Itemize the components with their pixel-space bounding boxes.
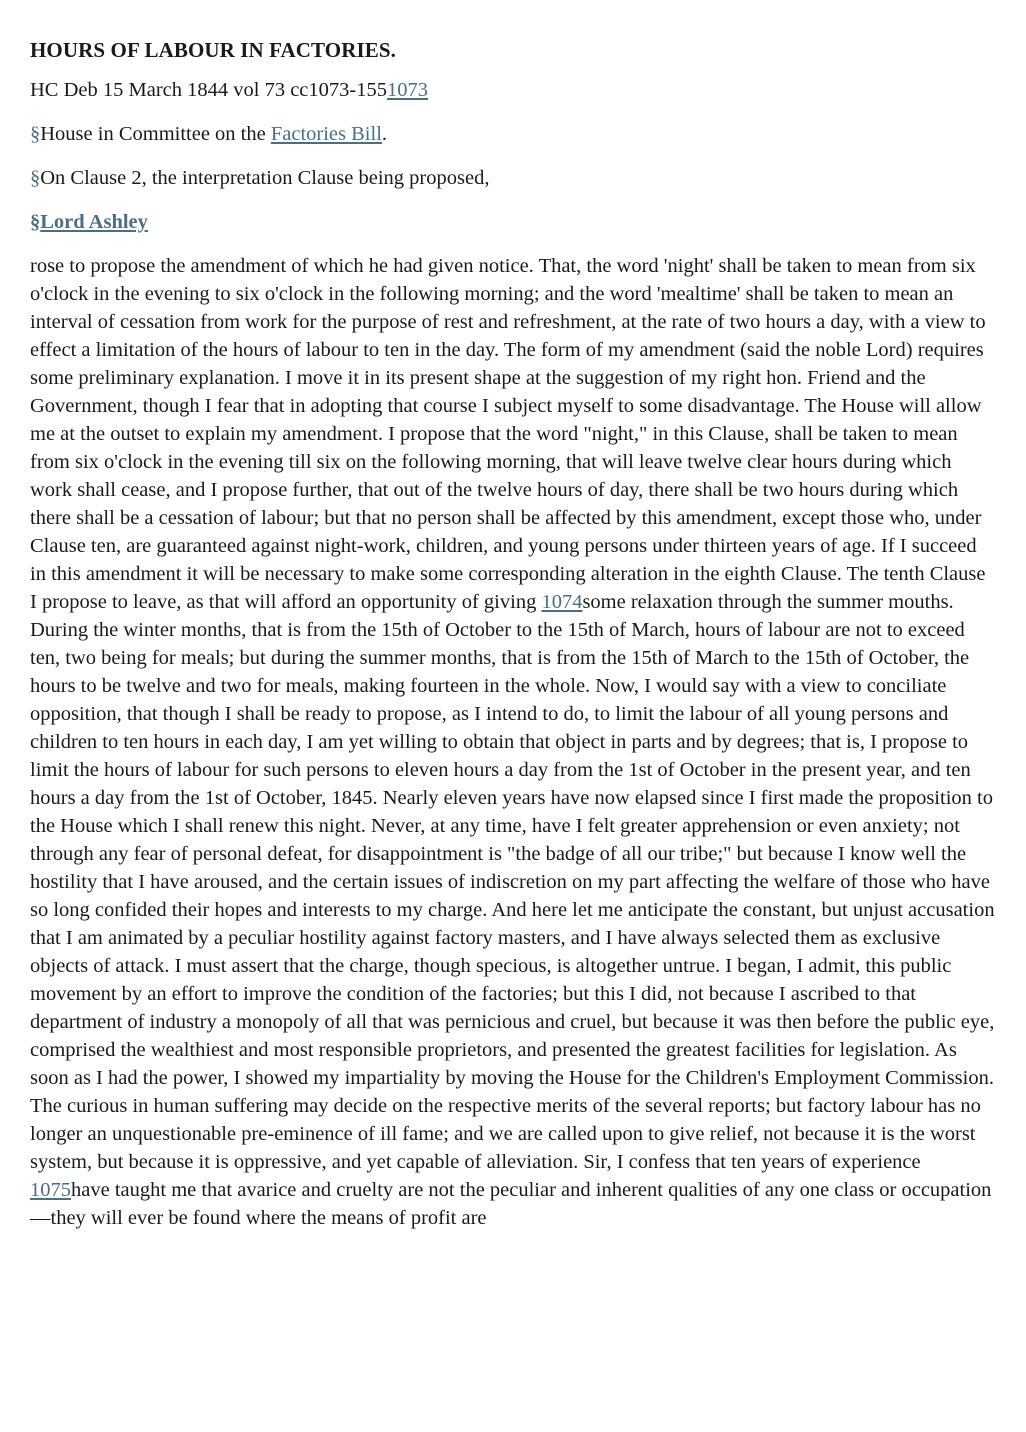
speech-paragraph <box>30 252 996 1232</box>
speaker-link[interactable]: Lord Ashley <box>40 211 148 233</box>
clause-paragraph <box>30 164 996 192</box>
speech-text: have taught me that avarice and cruelty are not the peculiar and inherent qualities of any one class or occupation—they will ever be found where the means of profit are <box>30 1179 992 1229</box>
section-mark-link[interactable]: § <box>30 123 41 145</box>
citation-line <box>30 76 996 104</box>
speech-text: rose to propose the amendment of which he had given notice. That, the word 'night' shall be taken to mean from six o'clock in the evening to six o'clock in the following morning; and the word 'mealtime' shall be taken to mean an interval of cessation from work for the purpose of rest and refreshment, at the rate of two hours a day, with a view to effect a limitation of the hours of labour to ten in the day. The form of my amendment (said the noble Lord) requires some preliminary explanation. I move it in its present shape at the suggestion of my right hon. Friend and the Government, though I fear that in adopting that course I subject myself to some disadvantage. The House will allow me at the outset to explain my amendment. I propose that the word "night," in this Clause, shall be taken to mean from six o'clock in the evening till six on the following morning, that will leave twelve clear hours during which work shall cease, and I propose further, that out of the twelve hours of day, there shall be two hours during which there shall be a cessation of labour; but that no person shall be affected by this amendment, except those who, under Clause ten, are guaranteed against night-work, children, and young persons under thirteen years of age. If I succeed in this amendment it will be necessary to make some corresponding alteration in the eighth Clause. The tenth Clause I propose to leave, as that will afford an opportunity of giving <box>30 255 986 613</box>
factories-bill-link[interactable]: Factories Bill <box>270 123 382 145</box>
column-link-1074[interactable]: 1074 <box>541 591 583 613</box>
section-mark-link[interactable]: § <box>30 167 41 189</box>
committee-paragraph <box>30 120 996 148</box>
committee-text-end: . <box>381 123 388 145</box>
column-link-1075[interactable]: 1075 <box>30 1179 71 1201</box>
speaker-heading <box>30 208 996 236</box>
committee-text: House in Committee on the <box>40 123 271 145</box>
citation-text: HC Deb 15 March 1844 vol 73 cc1073-155 <box>30 79 387 101</box>
speech-text: some relaxation through the summer mouths. During the winter months, that is from the 15th of October to the 15th of March, hours of labour are not to exceed ten, two being for meals; but during the summer months, that is from the 15th of March to the 15th of October, the hours to be twelve and two for meals, making fourteen in the whole. Now, I would say with a view to conciliate opposition, that though I shall be ready to propose, as I intend to do, to limit the labour of all young persons and children to ten hours in each day, I am yet willing to obtain that object in parts and by degrees; that is, I propose to limit the hours of labour for such persons to eleven hours a day from the 1st of October in the present year, and ten hours a day from the 1st of October, 1845. Nearly eleven years have now elapsed since I first made the proposition to the House which I shall renew this night. Never, at any time, have I felt greater apprehension or even anxiety; not through any fear of personal defeat, for disappointment is "the badge of all our tribe;" but because I know well the hostility that I have aroused, and the certain issues of indiscretion on my part affecting the welfare of those who have so long confided their hopes and interests to my charge. And here let me anticipate the constant, but unjust accusation that I am animated by a peculiar hostility against factory masters, and I have always selected them as exclusive objects of attack. I must assert that the charge, though specious, is altogether untrue. I began, I admit, this public movement by an effort to improve the condition of the factories; but this I did, not because I ascribed to that department of industry a monopoly of all that was pernicious and cruel, but because it was then before the public eye, comprised the wealthiest and most responsible proprietors, and presented the greatest facilities for legislation. As soon as I had the power, I showed my impartiality by moving the House for the Children's Employment Commission. The curious in human suffering may decide on the respective merits of the several reports; but factory labour has no longer an unquestionable pre-eminence of ill fame; and we are called upon to give relief, not because it is the worst system, but because it is oppressive, and yet capable of alleviation. Sir, I confess that ten years of experience <box>30 591 995 1173</box>
page-title: HOURS OF LABOUR IN FACTORIES. <box>30 38 396 62</box>
section-mark-link[interactable]: § <box>30 211 41 233</box>
column-link-1073[interactable]: 1073 <box>386 79 428 101</box>
clause-text: On Clause 2, the interpretation Clause being proposed, <box>40 167 490 189</box>
